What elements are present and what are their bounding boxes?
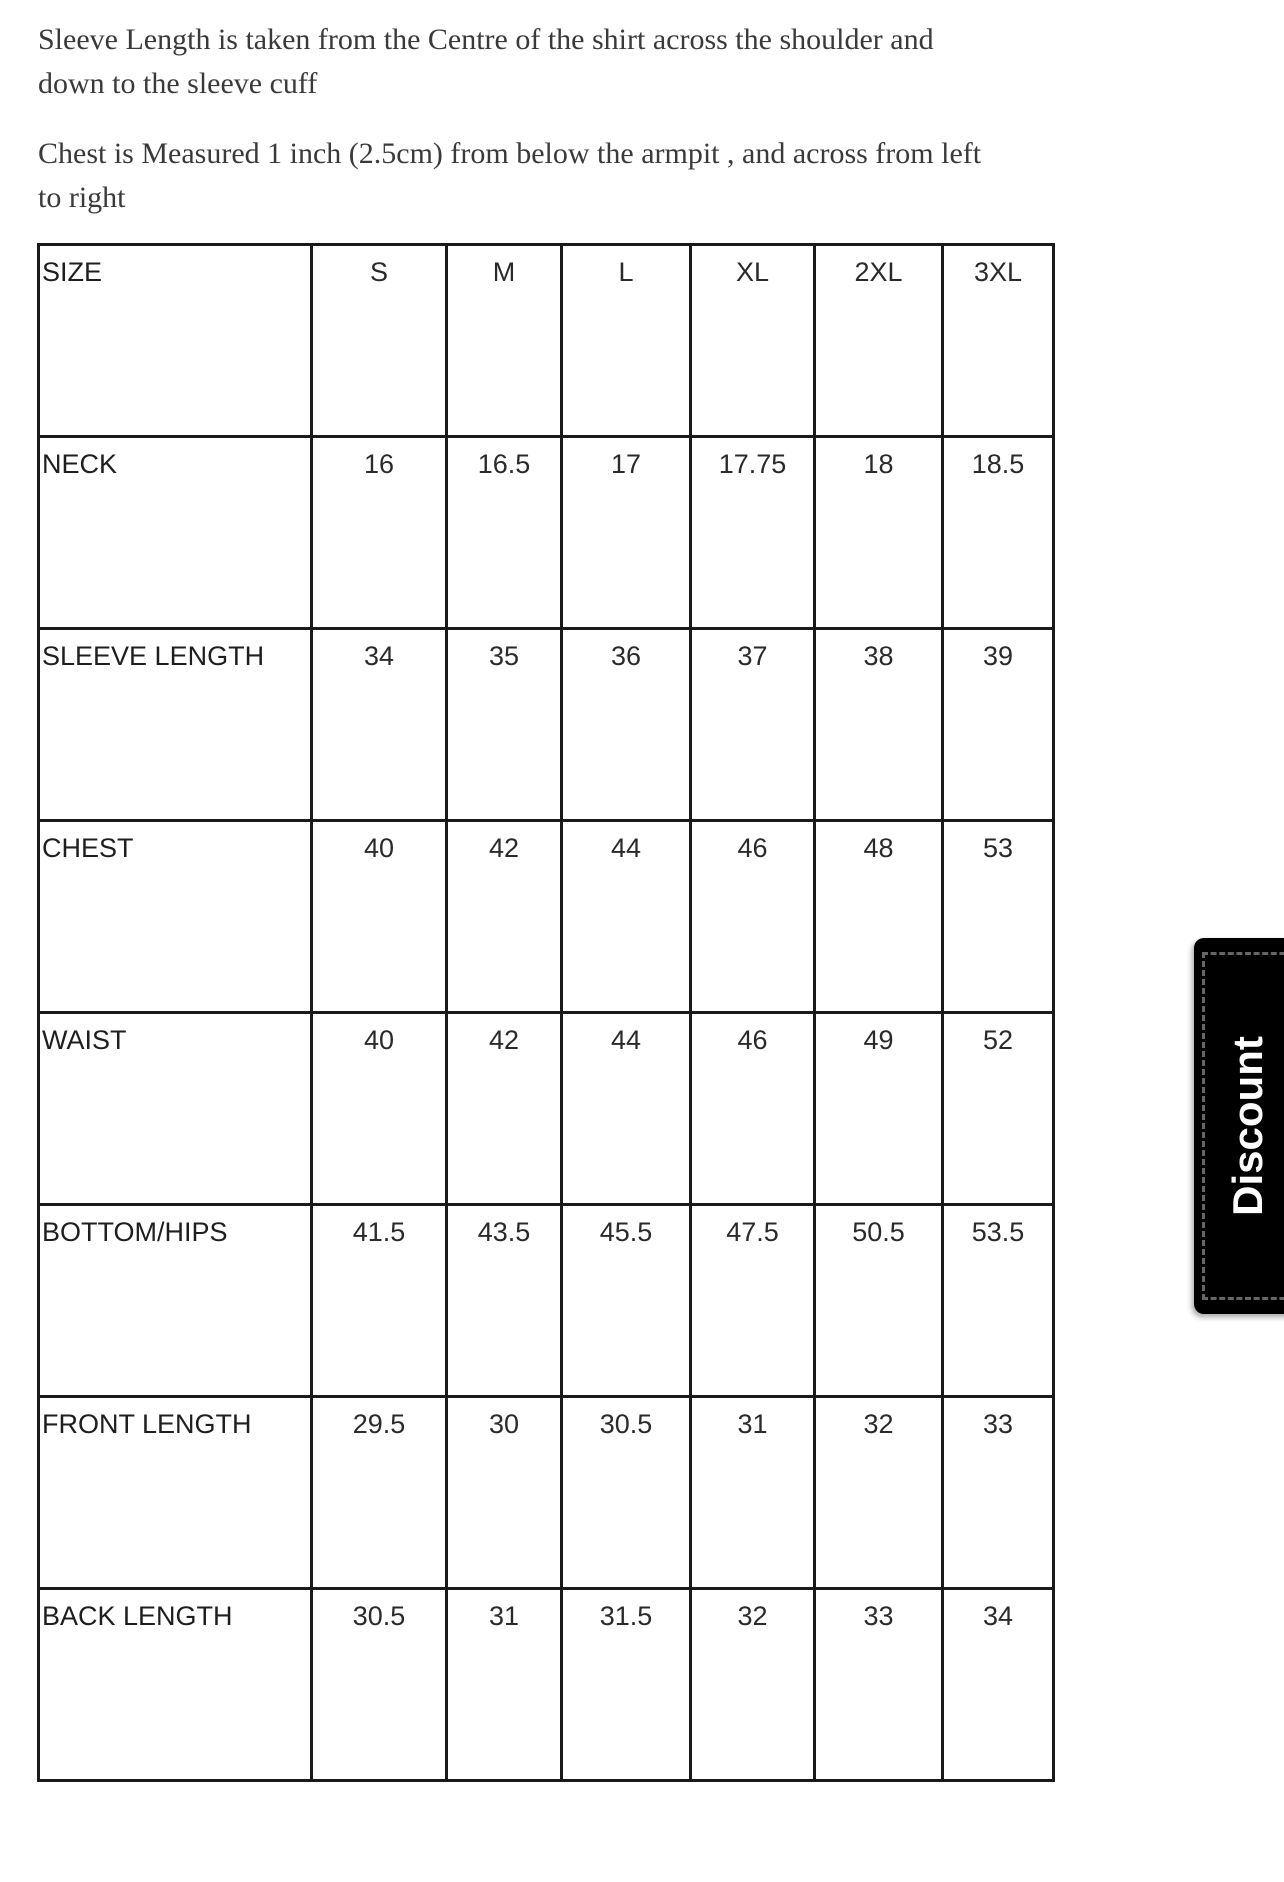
measurement-cell: 53.5 [943,1205,1054,1397]
measurement-cell: 41.5 [312,1205,447,1397]
measurement-cell: 32 [815,1397,943,1589]
discount-tab-button[interactable] [1194,938,1284,1314]
measurement-cell: 30.5 [562,1397,691,1589]
row-label: SIZE [39,245,312,437]
dashed-border-bottom [1202,1297,1284,1300]
table-row [39,437,1054,629]
measurement-cell: 30.5 [312,1589,447,1781]
row-label: BOTTOM/HIPS [39,1205,312,1397]
measurement-cell: 46 [691,821,815,1013]
measurement-cell: 18 [815,437,943,629]
measurement-cell: 37 [691,629,815,821]
measurement-cell: 32 [691,1589,815,1781]
size-header-cell: 2XL [815,245,943,437]
measurement-cell: 40 [312,1013,447,1205]
measurement-cell: 31 [447,1589,562,1781]
measurement-cell: 43.5 [447,1205,562,1397]
size-chart-table [37,243,1055,1782]
table-row [39,629,1054,821]
row-label: CHEST [39,821,312,1013]
measurement-cell: 17 [562,437,691,629]
size-header-cell: XL [691,245,815,437]
measurement-cell: 36 [562,629,691,821]
size-header-cell: S [312,245,447,437]
measurement-cell: 50.5 [815,1205,943,1397]
measurement-cell: 35 [447,629,562,821]
row-label: FRONT LENGTH [39,1397,312,1589]
row-label: BACK LENGTH [39,1589,312,1781]
size-header-cell: M [447,245,562,437]
measurement-cell: 48 [815,821,943,1013]
measurement-cell: 29.5 [312,1397,447,1589]
measurement-cell: 31 [691,1397,815,1589]
sleeve-length-note: Sleeve Length is taken from the Centre of the shirt across the shoulder and down to the sleeve cuff [38,23,934,100]
row-label: SLEEVE LENGTH [39,629,312,821]
measurement-cell: 33 [943,1397,1054,1589]
size-header-cell: 3XL [943,245,1054,437]
measurement-cell: 39 [943,629,1054,821]
table-row [39,1397,1054,1589]
discount-tab-label: Discount [1224,1036,1271,1216]
measurement-cell: 16.5 [447,437,562,629]
table-row [39,1589,1054,1781]
measurement-cell: 42 [447,821,562,1013]
measurement-cell: 44 [562,821,691,1013]
table-row [39,245,1054,437]
size-header-cell: L [562,245,691,437]
dashed-border-left [1202,952,1205,1300]
measurement-cell: 52 [943,1013,1054,1205]
measurement-cell: 42 [447,1013,562,1205]
measurement-cell: 31.5 [562,1589,691,1781]
measurement-cell: 40 [312,821,447,1013]
measurement-cell: 53 [943,821,1054,1013]
row-label: NECK [39,437,312,629]
measurement-cell: 46 [691,1013,815,1205]
row-label: WAIST [39,1013,312,1205]
chest-measure-note: Chest is Measured 1 inch (2.5cm) from below the armpit , and across from left to right [38,137,982,214]
table-row [39,1013,1054,1205]
measurement-cell: 34 [943,1589,1054,1781]
measurement-cell: 44 [562,1013,691,1205]
measurement-cell: 38 [815,629,943,821]
table-row [39,1205,1054,1397]
table-row [39,821,1054,1013]
measurement-cell: 18.5 [943,437,1054,629]
measurement-cell: 33 [815,1589,943,1781]
size-chart-body [39,245,1054,1781]
measurement-cell: 34 [312,629,447,821]
measurement-cell: 30 [447,1397,562,1589]
measurement-cell: 47.5 [691,1205,815,1397]
measurement-cell: 17.75 [691,437,815,629]
measurement-cell: 45.5 [562,1205,691,1397]
dashed-border-top [1202,952,1284,955]
measurement-cell: 16 [312,437,447,629]
measurement-cell: 49 [815,1013,943,1205]
